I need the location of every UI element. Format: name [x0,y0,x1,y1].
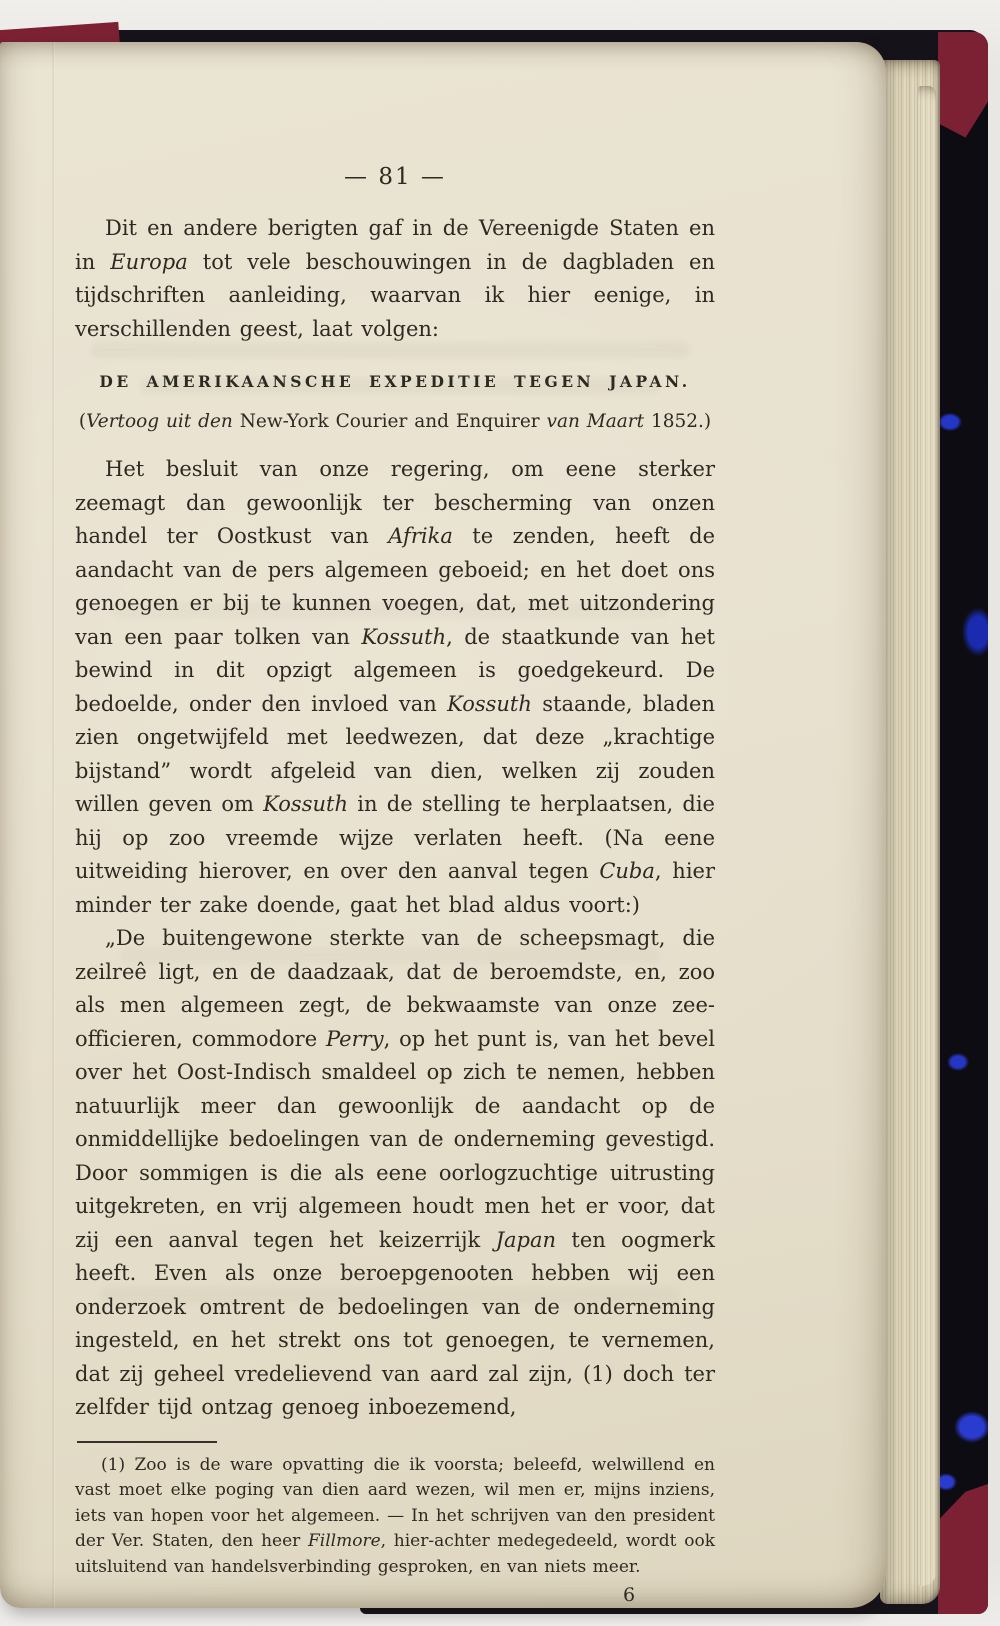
signature-number: 6 [623,1584,636,1606]
section-heading: DE AMERIKAANSCHE EXPEDITIE TEGEN JAPAN. [99,372,691,391]
page-crease [52,42,55,1608]
text-block [75,212,715,1608]
footnote-text: (1) Zoo is de ware opvatting die ik voorsta; beleefd, welwillend en vast moet elke poging van dien aard wezen, wil men er, mijns inziens, iets van hopen voor het algemeen. — In het schrijven van den president der Ver. Staten, den heer Fillmore, hier-achter medegedeeld, wordt ook uitsluitend van handelsverbinding gesproken, en van niets meer. [75,1454,715,1577]
body-paragraph-2: „De buitengewone sterkte van de scheepsmagt, die zeilreê ligt, en de daadzaak, dat de beroemdste, en, zoo als men algemeen zegt, de bekwaamste van onze zee-officieren, commodore Perry, op het punt is, van het bevel over het Oost-Indisch smaldeel op zich te nemen, hebben natuurlijk meer dan gewoonlijk de aandacht op de onmiddellijke bedoelingen van de onderneming gevestigd. Door sommigen is die als eene oorlogzuchtige uitrusting uitgekreten, en vrij algemeen houdt men het er voor, dat zij een aanval tegen het keizerrijk Japan ten oogmerk heeft. Even als onze beroepgenooten hebben wij een onderzoek omtrent de bedoelingen van de onderneming ingesteld, en het strekt ons tot genoegen, te vernemen, dat zij geheel vredelievend van aard zal zijn, (1) doch ter zelfder tijd ontzag genoeg inboezemend, [75,926,715,1419]
page-number: — 81 — [344,164,446,190]
cover-corner-maroon-top [938,32,988,152]
footnote-rule [77,1441,217,1443]
book-cover-board [938,32,988,1614]
book-page [0,42,886,1608]
cover-corner-maroon-bottom [938,1484,988,1614]
page-fore-edge-step [918,86,936,1586]
signature-row [75,1580,715,1608]
source-attribution: (Vertoog uit den New-York Courier and Enquirer van Maart 1852.) [78,411,712,432]
intro-paragraph: Dit en andere berigten gaf in de Vereenigde Staten en in Europa tot vele beschouwingen in de dagbladen en tijdschriften aanleiding, waarvan ik hier eenige, in verschillenden geest, laat volgen: [75,216,715,341]
body-paragraph-1: Het besluit van onze regering, om eene sterker zeemagt dan gewoonlijk ter bescherming van onzen handel ter Oostkust van Afrika te zenden, heeft de aandacht van de pers algemeen geboeid; en het doet ons genoegen er bij te kunnen voegen, dat, met uitzondering van een paar tolken van Kossuth, de staatkunde van het bewind in dit opzigt algemeen is goedgekeurd. De bedoelde, onder den invloed van Kossuth staande, bladen zien ongetwijfeld met leedwezen, dat deze „krachtige bijstand” wordt afgeleid van dien, welken zij zouden willen geven om Kossuth in de stelling te herplaatsen, die hij op zoo vreemde wijze verlaten heeft. (Na eene uitweiding hierover, en over den aanval tegen Cuba, hier minder ter zake doende, gaat het blad aldus voort:) [75,457,716,917]
